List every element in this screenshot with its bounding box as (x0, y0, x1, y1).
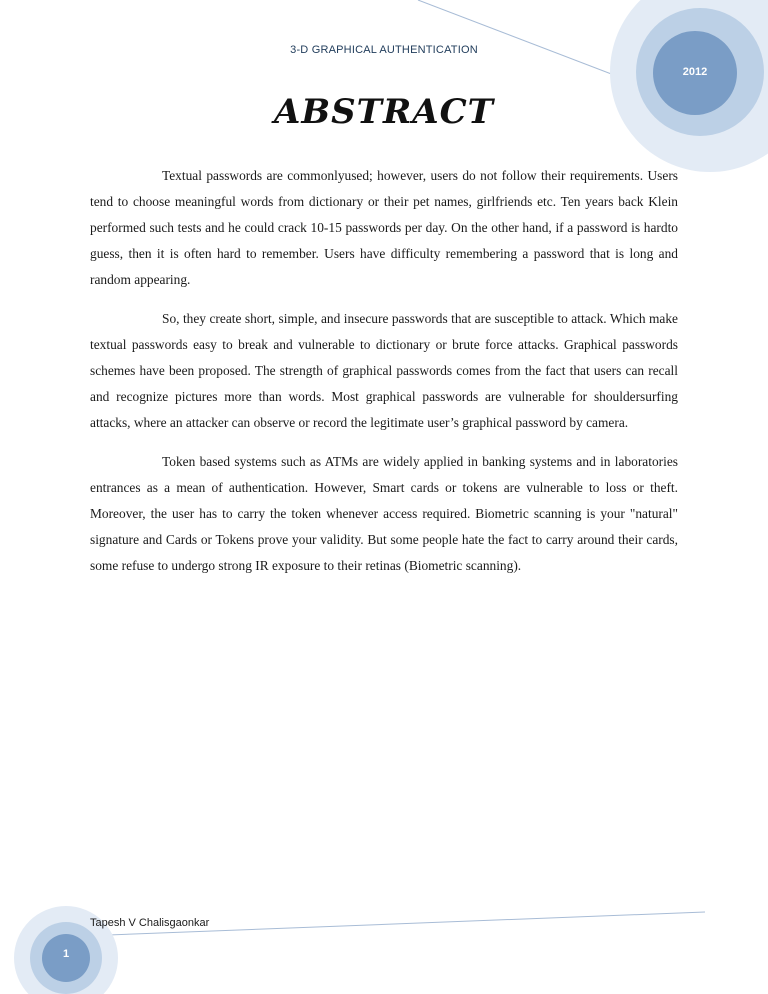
running-header-title: 3-D GRAPHICAL AUTHENTICATION (290, 44, 478, 56)
paragraph: Token based systems such as ATMs are widely applied in banking systems and in laboratories entrances as a mean of authentication. However, Smart cards or tokens are vulnerable to loss or theft. Moreover, the user has to carry the token whenever access required. Biometric scanning is your "natural" signature and Cards or Tokens prove your validity. But some people hate the fact to carry around their cards, some refuse to undergo strong IR exposure to their retinas (Biometric scanning). (90, 454, 678, 573)
paragraph: Textual passwords are commonlyused; however, users do not follow their requirements. Users tend to choose meaningful words from dictionary or their pet names, girlfriends etc. Ten years back Klein performed such tests and he could crack 10-15 passwords per day. On the other hand, if a password is hardto guess, then it is often hard to remember. Users have difficulty remembering a password that is long and random appearing. (90, 168, 678, 287)
page-number: 1 (62, 948, 70, 960)
paragraph: So, they create short, simple, and insecure passwords that are susceptible to attack. Which make textual passwords easy to break and vulnerable to dictionary or brute force attacks. Graphical passwords schemes have been proposed. The strength of graphical passwords comes from the fact that users can recall and recognize pictures more than words. Most graphical passwords are vulnerable for shouldersurfing attacks, where an attacker can observe or record the legitimate user’s graphical password by camera. (90, 311, 678, 430)
section-heading: ABSTRACT (274, 92, 494, 132)
footer-author: Tapesh V Chalisgaonkar (90, 917, 210, 929)
year-badge: 2012 (682, 66, 708, 78)
abstract-body (90, 163, 678, 592)
